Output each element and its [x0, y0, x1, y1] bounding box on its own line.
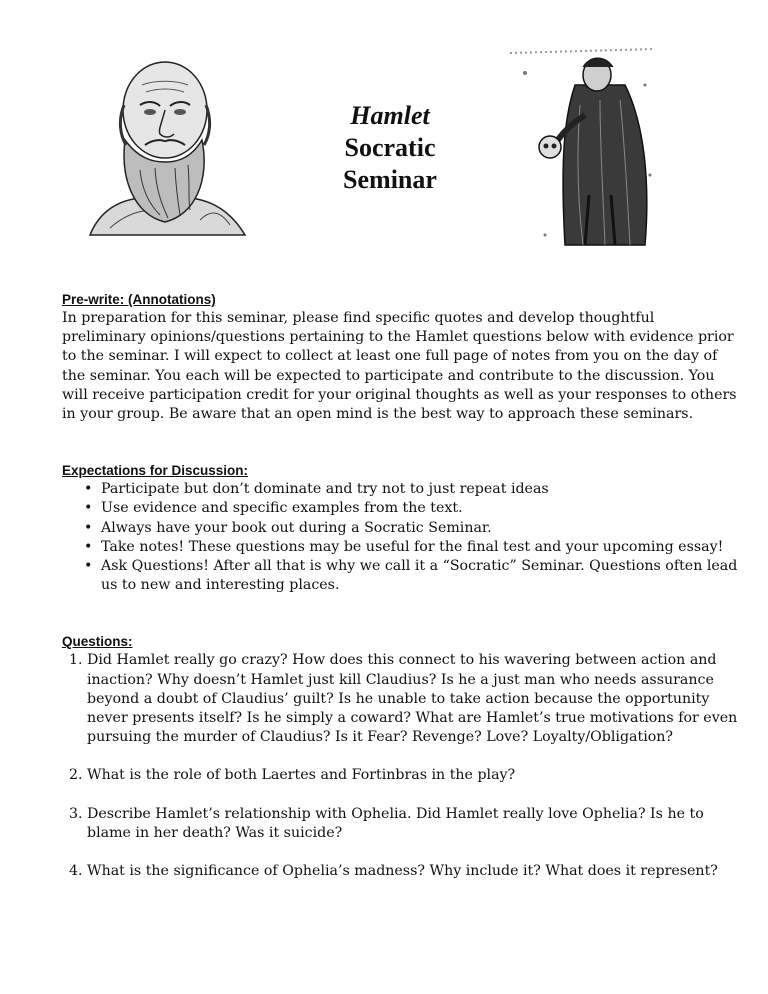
questions-heading: Questions:: [62, 634, 133, 650]
question-text: Describe Hamlet’s relationship with Ophelia. Did Hamlet really love Ophelia? Is he to blame in her death? Was it suicide?: [87, 805, 704, 841]
question-number: 3.: [69, 805, 83, 822]
title-line-socratic: Socratic: [344, 133, 436, 162]
list-item: [62, 805, 742, 843]
expectation-text: Always have your book out during a Socratic Seminar.: [101, 519, 492, 536]
question-number: 2.: [69, 767, 83, 784]
section-spacer: [62, 595, 742, 632]
bullet-icon: •: [84, 558, 93, 575]
list-item: [84, 480, 742, 499]
worksheet-content: [62, 290, 742, 900]
prewrite-heading: Pre-write: (Annotations): [62, 292, 216, 307]
expectation-text: Participate but don’t dominate and try not to just repeat ideas: [101, 481, 549, 498]
questions-list: [62, 651, 742, 881]
expectation-text: Take notes! These questions may be useful for the final test and your upcoming essay!: [101, 538, 724, 555]
expectation-text: Use evidence and specific examples from the text.: [101, 500, 463, 517]
seminar-title: [300, 100, 480, 196]
expectations-list: [62, 480, 742, 595]
hamlet-with-skull-illustration: [505, 45, 665, 250]
bullet-icon: •: [84, 481, 93, 498]
question-number: 4.: [69, 863, 83, 880]
expectation-text: Ask Questions! After all that is why we call it a “Socratic” Seminar. Questions often lead us to new and interesting places.: [101, 558, 738, 594]
list-item: [84, 499, 742, 518]
list-item: [84, 538, 742, 557]
expectations-heading: Expectations for Discussion:: [62, 463, 249, 479]
bullet-icon: •: [84, 500, 93, 517]
socrates-bust-illustration: [80, 50, 250, 240]
question-text: What is the significance of Ophelia’s madness? Why include it? What does it represent?: [87, 863, 718, 880]
question-number: 1.: [69, 652, 83, 669]
list-item: [62, 862, 742, 881]
list-item: [62, 651, 742, 747]
bullet-icon: •: [84, 538, 93, 555]
list-item: [62, 766, 742, 785]
title-line-seminar: Seminar: [343, 165, 437, 194]
question-text: Did Hamlet really go crazy? How does this connect to his wavering between action and inaction? Why doesn’t Hamlet just kill Claudius? Is he a just man who needs assurance beyond a doubt of Claudius’ guilt? Is he unable to take action because the opportunity never presents itself? Is he simply a coward? What are Hamlet’s true motivations for even pursuing the murder of Claudius? Is it Fear? Revenge? Love? Loyalty/Obligation?: [87, 652, 738, 746]
bullet-icon: •: [84, 519, 93, 536]
prewrite-paragraph: In preparation for this seminar, please find specific quotes and develop thoughtful preliminary opinions/questions pertaining to the Hamlet questions below with evidence prior to the seminar. I will expect to collect at least one full page of notes from you on the day of the seminar. You each will be expected to participate and contribute to the discussion. You will receive participation credit for your original thoughts as well as your responses to others in your group. Be aware that an open mind is the best way to approach these seminars.: [62, 310, 737, 423]
list-item: [84, 519, 742, 538]
question-text: What is the role of both Laertes and Fortinbras in the play?: [87, 767, 516, 784]
title-line-hamlet: Hamlet: [350, 101, 430, 130]
list-item: [84, 557, 742, 595]
section-spacer: [62, 424, 742, 461]
